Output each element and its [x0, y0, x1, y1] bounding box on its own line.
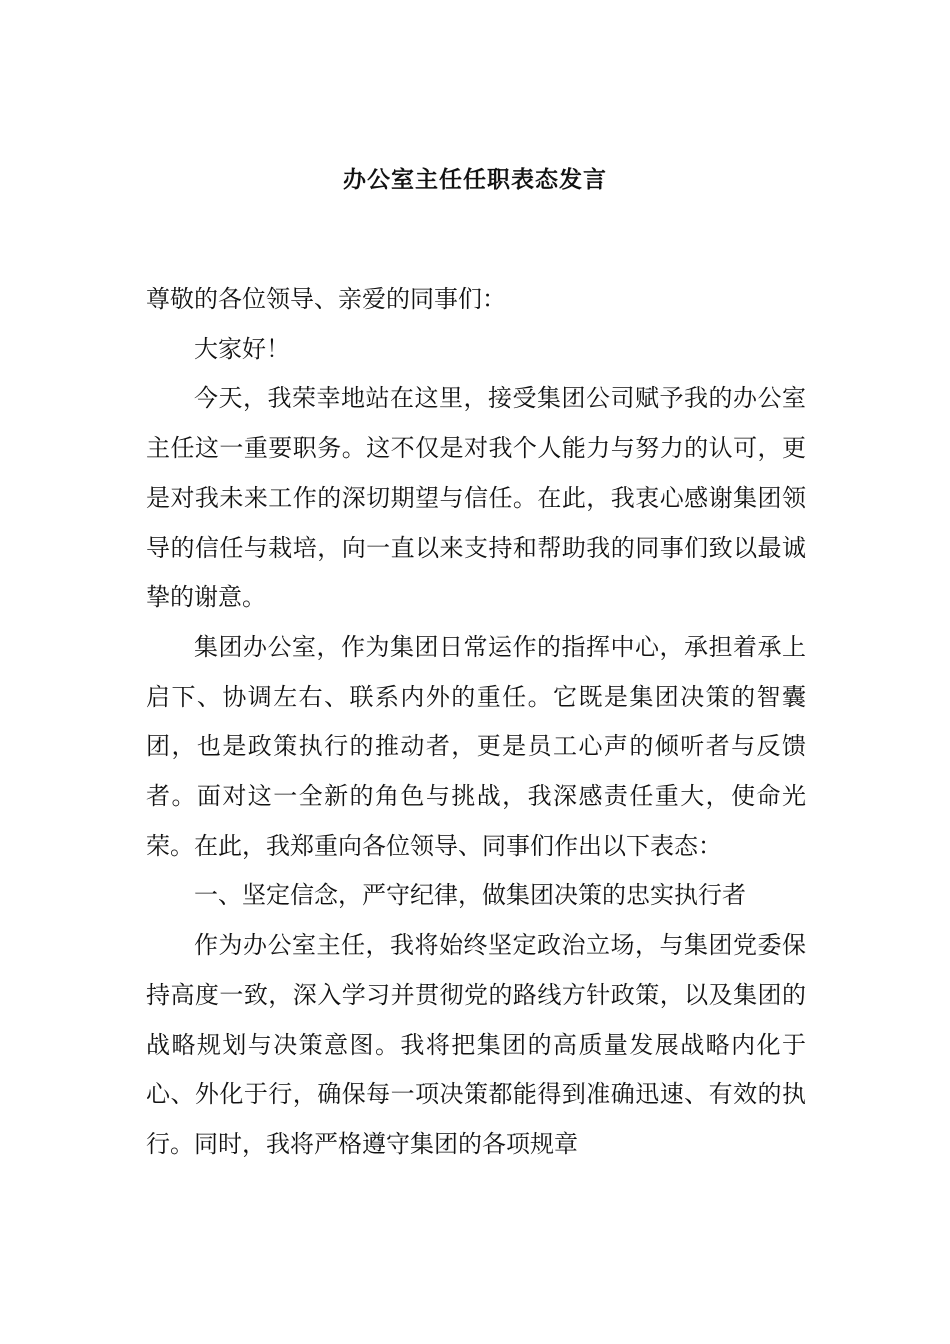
greeting: 大家好！ — [194, 334, 290, 363]
section-paragraph: 作为办公室主任，我将始终坚定政治立场，与集团党委保持高度一致，深入学习并贯彻党的路线方针政策，以及集团的战略规划与决策意图。我将把集团的高质量发展战略内化于心、外化于行，确保每一项决策都能得到准确迅速、有效的执行。同时，我将严格遵守集团的各项规章 — [146, 931, 806, 1158]
section-heading: 一、坚定信念，严守纪律，做集团决策的忠实执行者 — [194, 881, 746, 910]
paragraph-intro: 今天，我荣幸地站在这里，接受集团公司赋予我的办公室主任这一重要职务。这不仅是对我个人能力与努力的认可，更是对我未来工作的深切期望与信任。在此，我衷心感谢集团领导的信任与栽培，向一直以来支持和帮助我的同事们致以最诚挚的谢意。 — [146, 384, 806, 612]
document-body — [146, 275, 806, 1170]
paragraph-office-role: 集团办公室，作为集团日常运作的指挥中心，承担着承上启下、协调左右、联系内外的重任。它既是集团决策的智囊团，也是政策执行的推动者，更是员工心声的倾听者与反馈者。面对这一全新的角色与挑战，我深感责任重大，使命光荣。在此，我郑重向各位领导、同事们作出以下表态： — [146, 632, 806, 860]
salutation: 尊敬的各位领导、亲爱的同事们： — [146, 285, 506, 313]
document-title: 办公室主任任职表态发言 — [343, 166, 607, 193]
